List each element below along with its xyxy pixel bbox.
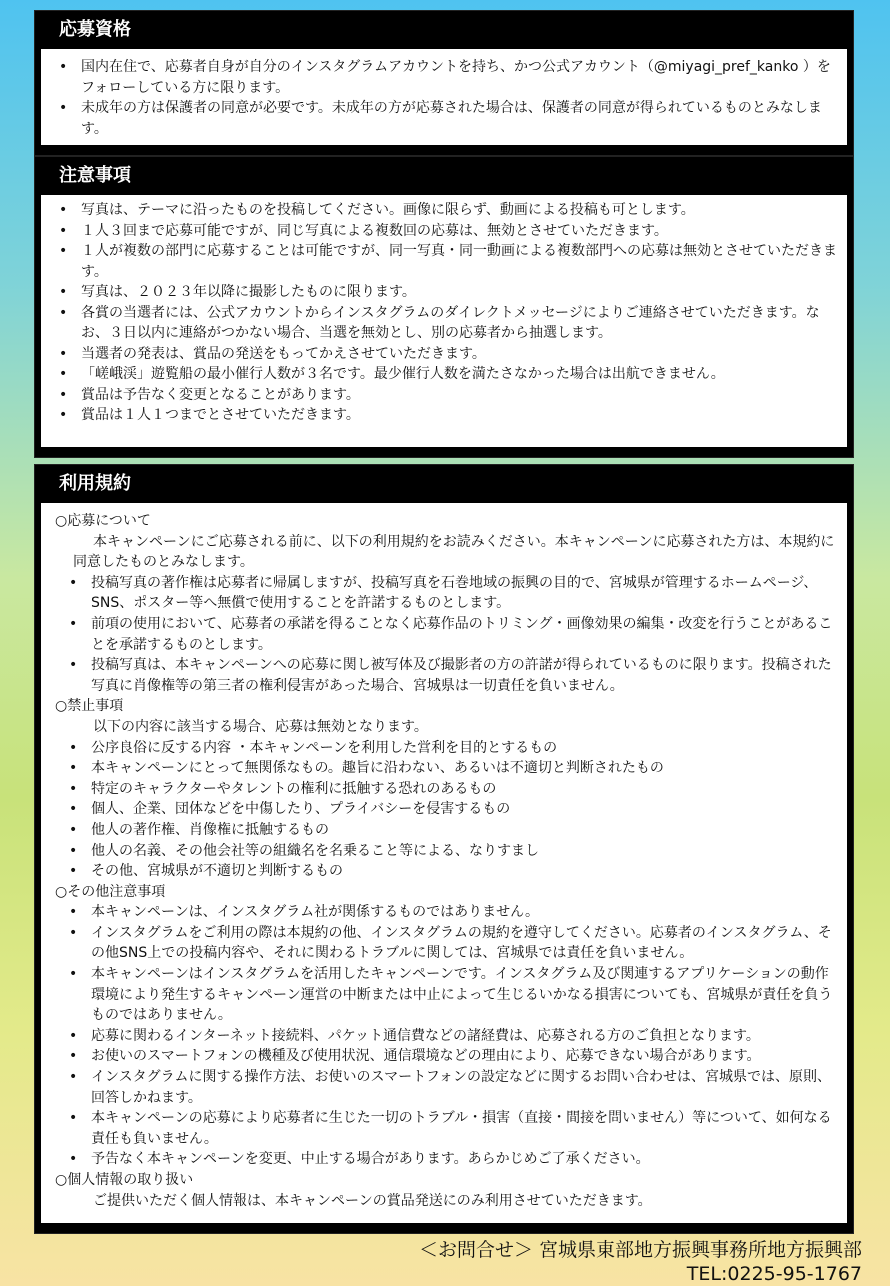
application-intro: 本キャンペーンにご応募される前に、以下の利用規約をお読みください。本キャンペーンに応募された方は、本規約に同意したものとみなします。	[73, 533, 835, 571]
notes-list	[81, 200, 837, 426]
list-item: • 他人の著作権、肖像権に抵触するもの	[91, 820, 837, 841]
list-item: • 写真は、テーマに沿ったものを投稿してください。画像に限らず、動画による投稿も可とします。	[81, 200, 837, 221]
terms-body	[41, 503, 847, 1223]
list-item: • 写真は、２０２３年以降に撮影したものに限ります。	[81, 282, 837, 303]
prohibited-intro: 以下の内容に該当する場合、応募は無効となります。	[93, 718, 428, 735]
eligibility-list	[81, 57, 837, 139]
prohibited-heading: ○禁止事項	[55, 698, 124, 715]
list-item: • 投稿写真は、本キャンペーンへの応募に関し被写体及び撮影者の方の許諾が得られているものに限ります。投稿された写真に肖像権等の第三者の権利侵害があった場合、宮城県は一切責任を負いません。	[91, 655, 837, 696]
list-item: • その他、宮城県が不適切と判断するもの	[91, 861, 837, 882]
eligibility-title: 応募資格	[59, 19, 131, 40]
contact-info	[419, 1238, 862, 1286]
list-item: • 賞品は予告なく変更となることがあります。	[81, 385, 837, 406]
terms-title: 利用規約	[59, 473, 131, 494]
privacy-heading: ○個人情報の取り扱い	[55, 1172, 194, 1188]
list-item: • 各賞の当選者には、公式アカウントからインスタグラムのダイレクトメッセージによりご連絡させていただきます。なお、３日以内に連絡がつかない場合、当選を無効とし、別の応募者から抽選します。	[81, 303, 837, 344]
notes-title: 注意事項	[59, 165, 131, 186]
prohibited-list	[55, 738, 837, 882]
list-item: • 本キャンペーンは、インスタグラム社が関係するものではありません。	[91, 902, 837, 923]
privacy-intro: ご提供いただく個人情報は、本キャンペーンの賞品発送にのみ利用させていただきます。	[93, 1192, 652, 1209]
notes-panel	[34, 156, 854, 458]
contact-phone: TEL:0225-95-1767	[686, 1263, 862, 1285]
other-heading: ○その他注意事項	[55, 883, 166, 900]
contact-office: ＜お問合せ＞ 宮城県東部地方振興事務所地方振興部	[418, 1239, 862, 1261]
list-item: • お使いのスマートフォンの機種及び使用状況、通信環境などの理由により、応募できない場合があります。	[91, 1046, 837, 1067]
list-item: • インスタグラムをご利用の際は本規約の他、インスタグラムの規約を遵守してください。応募者のインスタグラム、その他SNS上での投稿内容や、それに関わるトラブルに関しては、宮城県では責任を負いません。	[91, 923, 837, 964]
list-item: • 応募に関わるインターネット接続料、パケット通信費などの諸経費は、応募される方のご負担となります。	[91, 1026, 837, 1047]
other-list	[55, 902, 837, 1170]
list-item: • 本キャンペーンはインスタグラムを活用したキャンペーンです。インスタグラム及び関連するアプリケーションの動作環境により発生するキャンペーン運営の中断または中止によって生じるいかなる損害についても、宮城県が責任を負うものではありません。	[91, 964, 837, 1026]
list-item: • 公序良俗に反する内容 ・本キャンペーンを利用した営利を目的とするもの	[91, 738, 837, 759]
list-item: • 予告なく本キャンペーンを変更、中止する場合があります。あらかじめご了承ください。	[91, 1149, 837, 1170]
list-item: • 前項の使用において、応募者の承諾を得ることなく応募作品のトリミング・画像効果の編集・改変を行うことがあることを承諾するものとします。	[91, 614, 837, 655]
list-item: • 本キャンペーンにとって無関係なもの。趣旨に沿わない、あるいは不適切と判断されたもの	[91, 758, 837, 779]
eligibility-panel	[34, 10, 854, 156]
list-item: • 賞品は１人１つまでとさせていただきます。	[81, 405, 837, 426]
list-item: • 未成年の方は保護者の同意が必要です。未成年の方が応募された場合は、保護者の同意が得られているものとみなします。	[81, 98, 837, 139]
list-item: • 本キャンペーンの応募により応募者に生じた一切のトラブル・損害（直接・間接を問いません）等について、如何なる責任も負いません。	[91, 1108, 837, 1149]
list-item: • インスタグラムに関する操作方法、お使いのスマートフォンの設定などに関するお問い合わせは、宮城県では、原則、回答しかねます。	[91, 1067, 837, 1108]
list-item: • 他人の名義、その他会社等の組織名を名乗ること等による、なりすまし	[91, 841, 837, 862]
list-item: • １人が複数の部門に応募することは可能ですが、同一写真・同一動画による複数部門への応募は無効とさせていただきます。	[81, 241, 837, 282]
application-heading: ○応募について	[55, 513, 151, 529]
application-list	[55, 573, 837, 697]
list-item: • １人３回まで応募可能ですが、同じ写真による複数回の応募は、無効とさせていただきます。	[81, 221, 837, 242]
notes-body	[41, 195, 847, 447]
list-item: • 当選者の発表は、賞品の発送をもってかえさせていただきます。	[81, 344, 837, 365]
list-item: • 国内在住で、応募者自身が自分のインスタグラムアカウントを持ち、かつ公式アカウント（@miyagi_pref_kanko ）をフォローしている方に限ります。	[81, 57, 837, 98]
terms-panel	[34, 464, 854, 1234]
list-item: • 投稿写真の著作権は応募者に帰属しますが、投稿写真を石巻地域の振興の目的で、宮城県が管理するホームページ、SNS、ポスター等へ無償で使用することを許諾するものとします。	[91, 573, 837, 614]
list-item: • 「嵯峨渓」遊覧船の最小催行人数が３名です。最少催行人数を満たさなかった場合は出航できません。	[81, 364, 837, 385]
list-item: • 特定のキャラクターやタレントの権利に抵触する恐れのあるもの	[91, 779, 837, 800]
list-item: • 個人、企業、団体などを中傷したり、プライバシーを侵害するもの	[91, 799, 837, 820]
eligibility-body	[41, 49, 847, 145]
